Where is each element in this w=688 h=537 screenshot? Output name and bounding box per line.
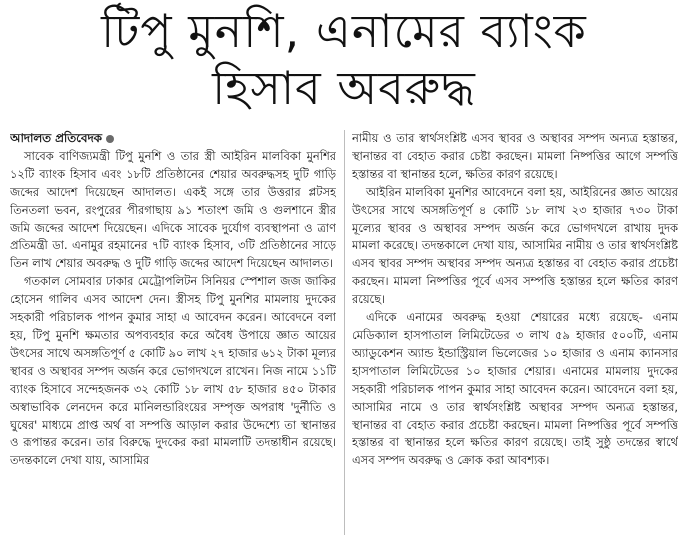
headline-line-1: টিপু মুনশি, এনামের ব্যাংক [101,4,587,58]
headline [0,2,688,116]
column-divider [344,130,345,535]
paragraph: আইরিন মালবিকা মুনশির আবেদনে বলা হয়, আইরিনের জ্ঞাত আয়ের উৎসের সাথে অসঙ্গতিপূর্ণ ৪ কোটি ১৮ লাখ ২৩ হাজার ৭৩০ টাকা মূল্যের স্থাবর ও অস্থাবর সম্পদ অর্জন করে ভোগদখলে রাখায় দুদক মামলা করেছে। তদন্তকালে দেখা যায়, আসামির নামীয় ও তার স্বার্থসংশ্লিষ্ট এসব স্থাবর সম্পদ অস্থাবর সম্পদ অন্যত্র হস্তান্তর বা বেহাত করার প্রচেষ্টা করছেন। মামলা নিষ্পত্তির পূর্বে এসব সম্পত্তি হস্তান্তর হলে ক্ষতির কারণ রয়েছে। [352,184,678,307]
paragraph: সাবেক বাণিজ্যমন্ত্রী টিপু মুনশি ও তার স্ত্রী আইরিন মালবিকা মুনশির ১২টি ব্যাংক হিসাব এবং ১৮টি প্রতিষ্ঠানের শেয়ার অবরুদ্ধসহ দুটি গাড়ি জব্দের আদেশ দিয়েছেন আদালত। একই সঙ্গে তার উত্তরার প্লটসহ তিনতলা ভবন, রংপুরের পীরগাছায় ৯১ শতাংশ জমি ও গুলশানে স্ত্রীর জমি জব্দের আদেশ দিয়েছেন। এদিকে সাবেক দুর্যোগ ব্যবস্থাপনা ও ত্রাণ প্রতিমন্ত্রী ডা. এনামুর রহমানের ৭টি ব্যাংক হিসাব, ৩টি প্রতিষ্ঠানের সাড়ে তিন লাখ শেয়ার অবরুদ্ধ ও দুটি গাড়ি জব্দের আদেশ দিয়েছেন আদালত। [10,148,336,271]
bullet-icon [106,135,114,143]
byline [10,130,336,148]
article-column-right [352,130,678,535]
headline-line-2: হিসাব অবরুদ্ধ [212,61,476,115]
paragraph: গতকাল সোমবার ঢাকার মেট্রোপলিটন সিনিয়র স্পেশাল জজ জাকির হোসেন গালিব এসব আদেশ দেন। স্ত্রীসহ টিপু মুনশির মামলায় দুদকের সহকারী পরিচালক পাপন কুমার সাহা এ আবেদন করেন। আবেদনে বলা হয়, টিপু মুনশি ক্ষমতার অপব্যবহার করে অবৈধ উপায়ে জ্ঞাত আয়ের উৎসের সাথে অসঙ্গতিপূর্ণ ৫ কোটি ৯০ লাখ ২৭ হাজার ৬১২ টাকা মূল্যর স্থাবর ও অস্থাবর সম্পদ অর্জন করে ভোগদখলে রাখেন। নিজ নামে ১১টি ব্যাংক হিসাবে সন্দেহজনক ৩২ কোটি ১৮ লাখ ৫৮ হাজার ৪৫০ টাকার অস্বাভাবিক লেনদেন করে মানিলন্ডারিংয়ের সম্পৃক্ত অপরাধ 'দুর্নীতি ও ঘুষের' মাধ্যমে প্রাপ্ত অর্থ বা সম্পত্তি আড়াল করার উদ্দেশ্যে তা স্থানান্তর ও রূপান্তর করেন। তার বিরুদ্ধে দুদকের করা মামলাটি তদন্তাধীন রয়েছে। তদন্তকালে দেখা যায়, আসামির [10,274,336,468]
paragraph: এদিকে এনামের অবরুদ্ধ হওয়া শেয়ারের মধ্যে রয়েছে- এনাম মেডিক্যাল হাসপাতাল লিমিটেডের ৩ লাখ ৫৯ হাজার ৫০০টি, এনাম অ্যাডুকেশন অ্যান্ড ইন্ডাস্ট্রিয়াল ভিলেজের ১০ হাজার ও এনাম ক্যানসার হাসপাতাল লিমিটেডের ১০ হাজার শেয়ার। এনামের মামলায় দুদকের সহকারী পরিচালক পাপন কুমার সাহা আবেদন করেন। আবেদনে বলা হয়, আসামির নামে ও তার স্বার্থসংশ্লিষ্ট অস্থাবর সম্পদ অন্যত্র হস্তান্তর, স্থানান্তর বা বেহাত করার প্রচেষ্টা করছেন। মামলা নিষ্পত্তির পূর্বে সম্পত্তি হস্তান্তর বা স্থানান্তর হলে ক্ষতির কারণ রয়েছে। তাই সুষ্ঠু তদন্তের স্বার্থে এসব সম্পদ অবরুদ্ধ ও ক্রোক করা আবশ্যক। [352,310,678,468]
paragraph: নামীয় ও তার স্বার্থসংশ্লিষ্ট এসব স্থাবর ও অস্থাবর সম্পদ অন্যত্র হস্তান্তর, স্থানান্তর বা বেহাত করার চেষ্টা করছেন। মামলা নিষ্পত্তির আগে সম্পত্তি হস্তান্তর বা স্থানান্তর হলে, ক্ষতির কারণ রয়েছে। [352,131,678,181]
article-body [10,130,678,535]
byline-text: আদালত প্রতিবেদক [10,131,102,145]
article-column-left [10,130,336,535]
